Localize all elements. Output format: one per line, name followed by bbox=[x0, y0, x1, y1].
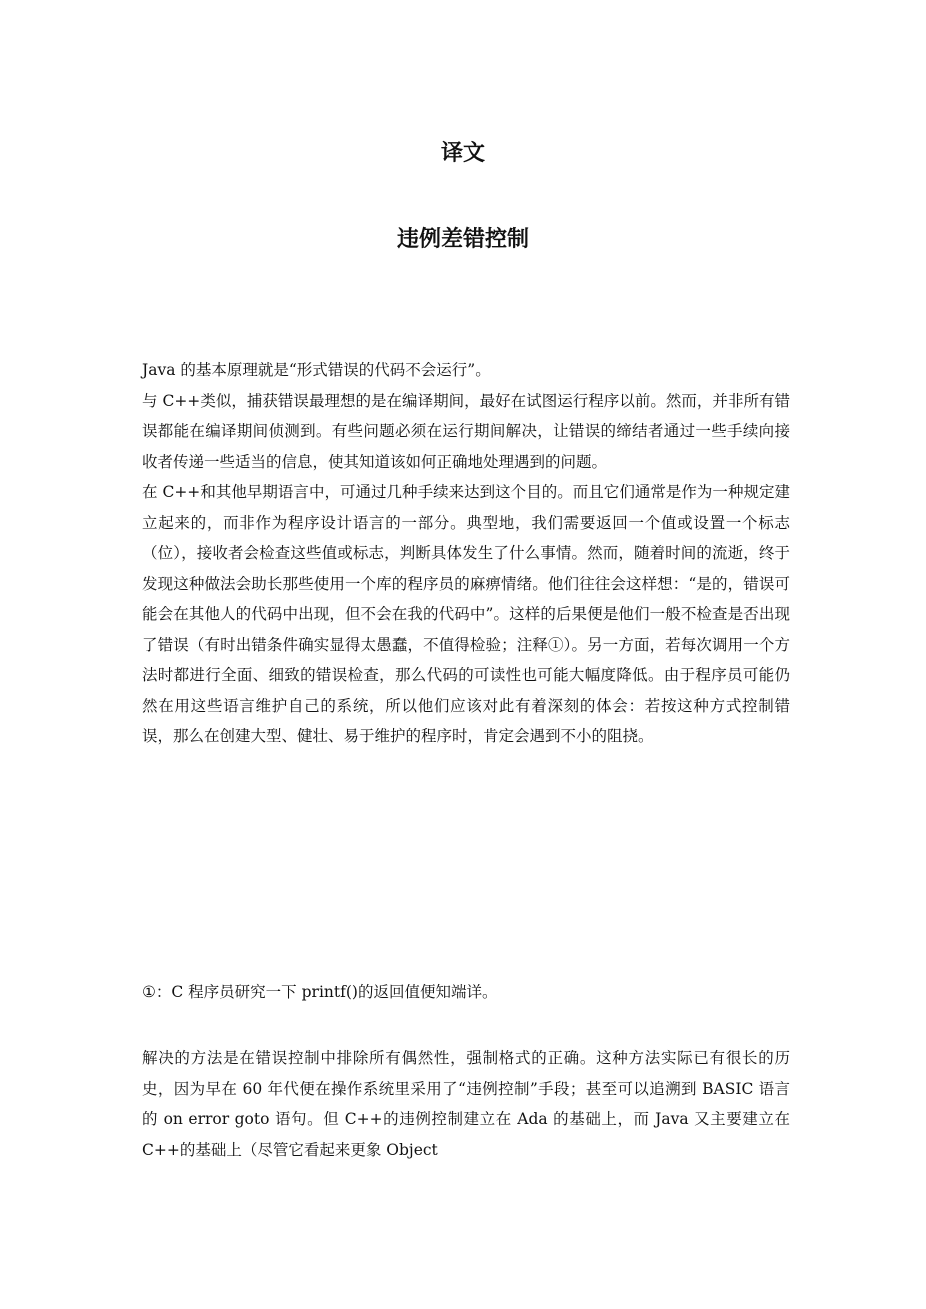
paragraph-3: 在 C++和其他早期语言中，可通过几种手续来达到这个目的。而且它们通常是作为一种规定建立起来的，而非作为程序设计语言的一部分。典型地，我们需要返回一个值或设置一个标志（位），接收者会检查这些值或标志，判断具体发生了什么事情。然而，随着时间的流逝，终于发现这种做法会助长那些使用一个库的程序员的麻痹情绪。他们往往会这样想：“是的，错误可能会在其他人的代码中出现，但不会在我的代码中”。这样的后果便是他们一般不检查是否出现了错误（有时出错条件确实显得太愚蠢，不值得检验；注释①）。另一方面，若每次调用一个方法时都进行全面、细致的错误检查，那么代码的可读性也可能大幅度降低。由于程序员可能仍然在用这些语言维护自己的系统，所以他们应该对此有着深刻的体会：若按这种方式控制错误，那么在创建大型、健壮、易于维护的程序时，肯定会遇到不小的阻挠。 bbox=[142, 483, 790, 745]
continuation-block bbox=[142, 1043, 790, 1165]
paragraph-2: 与 C++类似，捕获错误最理想的是在编译期间，最好在试图运行程序以前。然而，并非所有错误都能在编译期间侦测到。有些问题必须在运行期间解决，让错误的缔结者通过一些手续向接收者传递一些适当的信息，使其知道该如何正确地处理遇到的问题。 bbox=[142, 391, 790, 471]
footnote: ①：C 程序员研究一下 printf()的返回值便知端详。 bbox=[142, 983, 498, 1001]
main-text-block bbox=[142, 355, 790, 752]
paragraph-4: 解决的方法是在错误控制中排除所有偶然性，强制格式的正确。这种方法实际已有很长的历史，因为早在 60 年代便在操作系统里采用了“违例控制”手段；甚至可以追溯到 BASIC 语言的 on error goto 语句。但 C++的违例控制建立在 Ada 的基础上，而 Java 又主要建立在 C++的基础上（尽管它看起来更象 Object bbox=[142, 1049, 790, 1159]
section-title: 违例差错控制 bbox=[396, 227, 529, 252]
page-title: 译文 bbox=[440, 141, 485, 166]
footnote-block bbox=[142, 977, 790, 1008]
paragraph-1: Java 的基本原理就是“形式错误的代码不会运行”。 bbox=[142, 361, 491, 379]
